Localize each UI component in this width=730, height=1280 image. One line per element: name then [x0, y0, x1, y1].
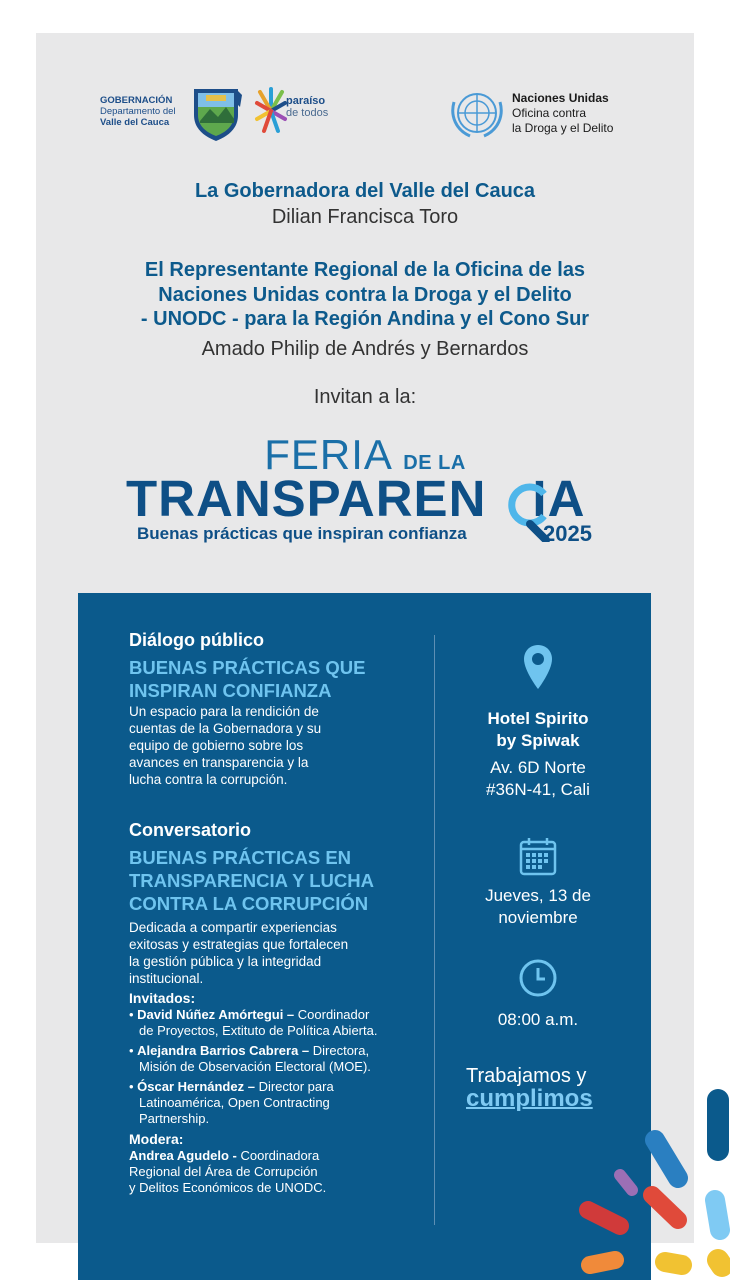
dialogo-section [129, 629, 424, 788]
transparencia-part2: IA [532, 470, 586, 527]
moderator [129, 1148, 424, 1196]
un-emblem-icon [448, 88, 506, 140]
calendar-icon [519, 836, 557, 876]
address-line2: #36N-41, Cali [486, 780, 590, 799]
moderator-role: Regional del Área de Corrupción [129, 1164, 318, 1179]
invitados-label: Invitados: [129, 990, 196, 1006]
moderator-name: Andrea Agudelo - [129, 1148, 237, 1163]
conversatorio-head1: BUENAS PRÁCTICAS EN [129, 847, 352, 868]
modera-label: Modera: [129, 1131, 184, 1147]
date-line1: Jueves, 13 de [485, 886, 591, 905]
guest-item: • David Núñez Amórtegui – Coordinador de Proyectos, Extituto de Política Abierta. [129, 1007, 378, 1038]
guest-role: Directora, [309, 1043, 370, 1058]
gobernacion-logo [100, 85, 250, 143]
feria-year: 2025 [543, 521, 592, 546]
conversatorio-desc-line: la gestión pública y la integridad [129, 954, 322, 969]
paraiso-line1: paraíso [286, 95, 326, 107]
feria-tagline: Buenas prácticas que inspiran confianza [137, 524, 467, 543]
conversatorio-desc-line: Dedicada a compartir experiencias [129, 920, 337, 935]
guest-name: Alejandra Barrios Cabrera – [137, 1043, 310, 1058]
date-line2: noviembre [498, 908, 578, 927]
slogan-line1: Trabajamos y [466, 1065, 587, 1087]
moderator-role: Coordinadora [236, 1148, 320, 1163]
time-text: 08:00 a.m. [497, 1010, 579, 1029]
conversatorio-desc-line: institucional. [129, 971, 204, 986]
un-line2: Oficina contra [512, 106, 587, 120]
venue-block [440, 708, 636, 801]
un-logo [448, 86, 648, 142]
guest-name: Óscar Hernández – [137, 1079, 255, 1094]
transparencia-part1: TRANSPAREN [126, 470, 487, 527]
invite-text: Invitan a la: [313, 386, 417, 408]
gob-line3: Valle del Cauca [100, 117, 170, 128]
time-block [440, 1009, 636, 1031]
dialogo-title: Diálogo público [129, 630, 264, 650]
unodc-line1: El Representante Regional de la Oficina de las [144, 259, 586, 281]
unodc-line3: - UNODC - para la Región Andina y el Cono Sur [140, 308, 590, 330]
un-line1: Naciones Unidas [512, 91, 609, 105]
dialogo-desc-line: Un espacio para la rendición de [129, 704, 319, 719]
venue-line1: Hotel Spirito [487, 709, 589, 728]
address-line1: Av. 6D Norte [490, 758, 586, 777]
guest-role: Misión de Observación Electoral (MOE). [139, 1059, 371, 1074]
slogan-line2: cumplimos [466, 1085, 593, 1112]
guest-role: Partnership. [139, 1111, 210, 1126]
dialogo-head1: BUENAS PRÁCTICAS QUE [129, 657, 366, 678]
sunburst-icon [254, 83, 288, 141]
moderator-role: y Delitos Económicos de UNODC. [129, 1180, 327, 1195]
shield-icon [188, 85, 244, 143]
dialogo-desc-line: cuentas de la Gobernadora y su [129, 721, 322, 736]
gob-line2: Departamento del [100, 106, 176, 117]
conversatorio-head3: CONTRA LA CORRUPCIÓN [129, 893, 369, 914]
un-line3: la Droga y el Delito [512, 121, 614, 135]
dialogo-head2: INSPIRAN CONFIANZA [129, 680, 332, 701]
conversatorio-head2: TRANSPARENCIA Y LUCHA [129, 870, 374, 891]
guest-item: • Alejandra Barrios Cabrera – Directora, Misión de Observación Electoral (MOE). [129, 1043, 371, 1074]
guest-role: Director para [254, 1079, 334, 1094]
panel-divider [434, 635, 435, 1225]
dialogo-desc-line: equipo de gobierno sobre los [129, 738, 304, 753]
clock-icon [518, 958, 558, 998]
unodc-name: Amado Philip de Andrés y Bernardos [201, 338, 529, 360]
guest-role: Coordinador [294, 1007, 370, 1022]
conversatorio-section [129, 819, 424, 1196]
guest-item: • Óscar Hernández – Director para Latinoamérica, Open Contracting Partnership. [129, 1079, 334, 1126]
de-la-word: DE LA [403, 452, 466, 474]
venue-line2: by Spiwak [496, 731, 580, 750]
dialogo-desc-line: lucha contra la corrupción. [129, 772, 288, 787]
gov-title: La Gobernadora del Valle del Cauca [194, 180, 536, 202]
guest-role: Latinoamérica, Open Contracting [139, 1095, 330, 1110]
conversatorio-title: Conversatorio [129, 820, 252, 840]
location-pin-icon [522, 643, 554, 691]
date-block [440, 885, 636, 929]
decorative-strokes [570, 1080, 730, 1280]
unodc-line2: Naciones Unidas contra la Droga y el Delito [158, 284, 572, 306]
feria-word: FERIA [264, 431, 391, 478]
paraiso-line2: de todos [286, 107, 329, 119]
dialogo-desc-line: avances en transparencia y la [129, 755, 309, 770]
gob-line1: GOBERNACIÓN [100, 95, 173, 106]
paraiso-logo [254, 83, 354, 143]
guest-name: David Núñez Amórtegui – [137, 1007, 295, 1022]
guest-role: de Proyectos, Extituto de Política Abierta. [139, 1023, 378, 1038]
conversatorio-desc-line: exitosas y estrategias que fortalecen [129, 937, 349, 952]
gov-name: Dilian Francisca Toro [271, 206, 459, 228]
